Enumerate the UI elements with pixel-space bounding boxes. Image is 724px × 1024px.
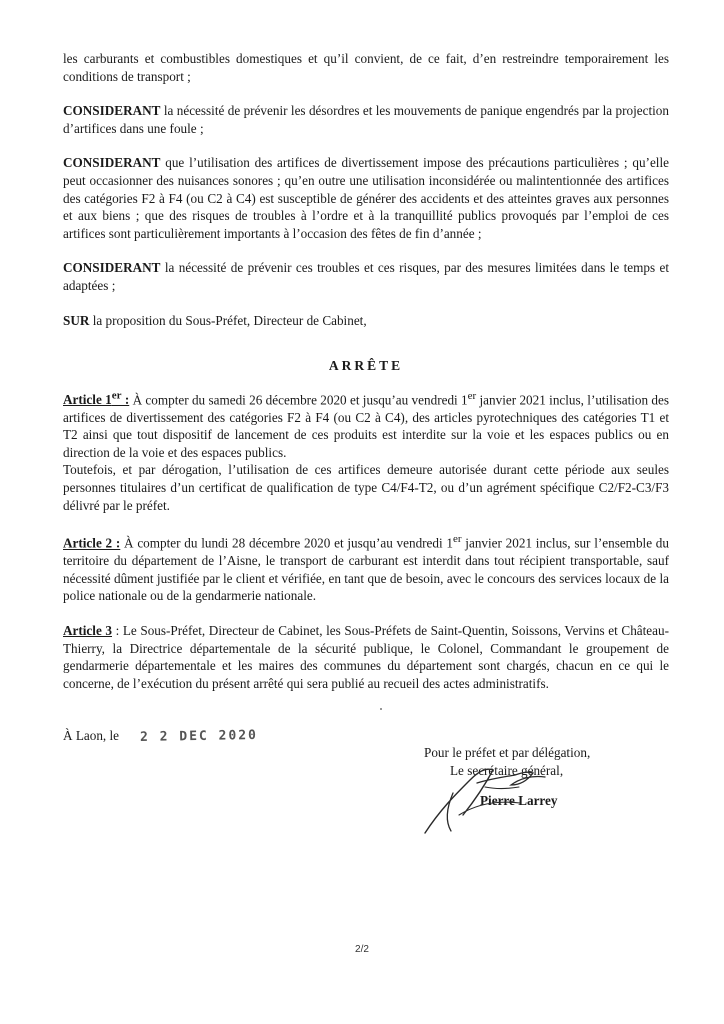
article-2-label: Article 2 : xyxy=(63,535,121,551)
place-date: À Laon, le 2 2 DEC 2020 xyxy=(63,727,259,746)
signatory-name: Pierre Larrey xyxy=(480,793,558,808)
considerant-panic: CONSIDERANT la nécessité de prévenir les désordres et les mouvements de panique engendrés par la projection d’artifices dans une foule ; xyxy=(63,103,669,136)
document-body xyxy=(63,50,669,709)
arrete-title: ARRÊTE xyxy=(328,358,404,374)
article-3: Article 3 : Le Sous-Préfet, Directeur de Cabinet, les Sous-Préfets de Saint-Quentin, Soissons, Vervins et Château-Thierry, la Directrice départementale de la sécurité publique, le Colonel, Commandant le groupement de gendarmerie départementale et les maires des communes du département sont chargés, chacun en ce qui le concerne, de l’exécution du présent arrêté qui sera publié au recueil des actes administratifs. xyxy=(63,623,669,691)
proposal-line: SUR la proposition du Sous-Préfet, Directeur de Cabinet, xyxy=(63,312,367,328)
considerant-keyword: CONSIDERANT xyxy=(63,260,161,276)
article-1: Article 1er : À compter du samedi 26 décembre 2020 et jusqu’au vendredi 1er janvier 2021 inclus, l’utilisation des artifices de divertissement des catégories F2 à F4 (ou C2 à C4), des articles pyrotechniques des catégories T1 et T2 ainsi que tout dispositif de lancement de ces produits est interdite sur la voie et les espaces publics ou en direction de la voie et des espaces publics. Toutefois, et par dérogation, l’utilisation de ces artifices demeure autorisée durant cette période aux seules personnes titulaires d’un certificat de qualification de type C4/F4-T2, ou d’un agrément spécifique C2/F2-C3/F3 délivré par le préfet. xyxy=(63,389,669,513)
signatory-title: Le secrétaire général, xyxy=(450,763,564,778)
article-2: Article 2 : À compter du lundi 28 décembre 2020 et jusqu’au vendredi 1er janvier 2021 inclus, sur l’ensemble du territoire du département de l’Aisne, le transport de carburant est interdit dans tout récipient transportable, sauf nécessité dûment justifiée par le client et vérifiée, en tant que de besoin, avec le concours des services locaux de la police nationale ou de la gendarmerie nationale. xyxy=(63,533,669,604)
considerant-precautions: CONSIDERANT que l’utilisation des artifices de divertissement impose des précautions particulières ; qu’elle peut occasionner des nuisances sonores ; qu’en outre une utilisation inconsidérée ou malintentionnée des artifices des catégories F2 à F4 (ou C2 à C4) est susceptible de générer des accidents et des atteintes graves aux personnes et aux biens ; que des risques de troubles à l’ordre et à la tranquillité publics provoqués par l’emploi de ces artifices sont particulièrement importants à l’occasion des fêtes de fin d’année ; xyxy=(63,155,669,241)
handwritten-signature xyxy=(415,755,565,840)
considerant-keyword: CONSIDERANT xyxy=(63,155,161,171)
sur-keyword: SUR xyxy=(63,312,90,328)
article-1-derogation: Toutefois, et par dérogation, l’utilisation de ces artifices demeure autorisée durant cette période aux seules personnes titulaires d’un certificat de qualification de type C4/F4-T2, ou d’un agrément spécifique C2/F2-C3/F3 délivré par le préfet. xyxy=(63,462,669,513)
considerant-keyword: CONSIDERANT xyxy=(63,103,161,119)
article-1-label: Article 1er : xyxy=(63,389,130,408)
page-number: 2/2 xyxy=(355,944,369,955)
date-stamp: 2 2 DEC 2020 xyxy=(140,727,259,746)
delegation-line: Pour le préfet et par délégation, xyxy=(424,745,591,760)
considerant-continued: les carburants et combustibles domestiques et qu’il convient, de ce fait, d’en restreindre temporairement les conditions de transport ; xyxy=(63,51,669,84)
considerant-risks: CONSIDERANT la nécessité de prévenir ces troubles et ces risques, par des mesures limitées dans le temps et adaptées ; xyxy=(63,260,669,293)
scan-speck xyxy=(380,708,382,710)
article-3-label: Article 3 xyxy=(63,623,112,639)
